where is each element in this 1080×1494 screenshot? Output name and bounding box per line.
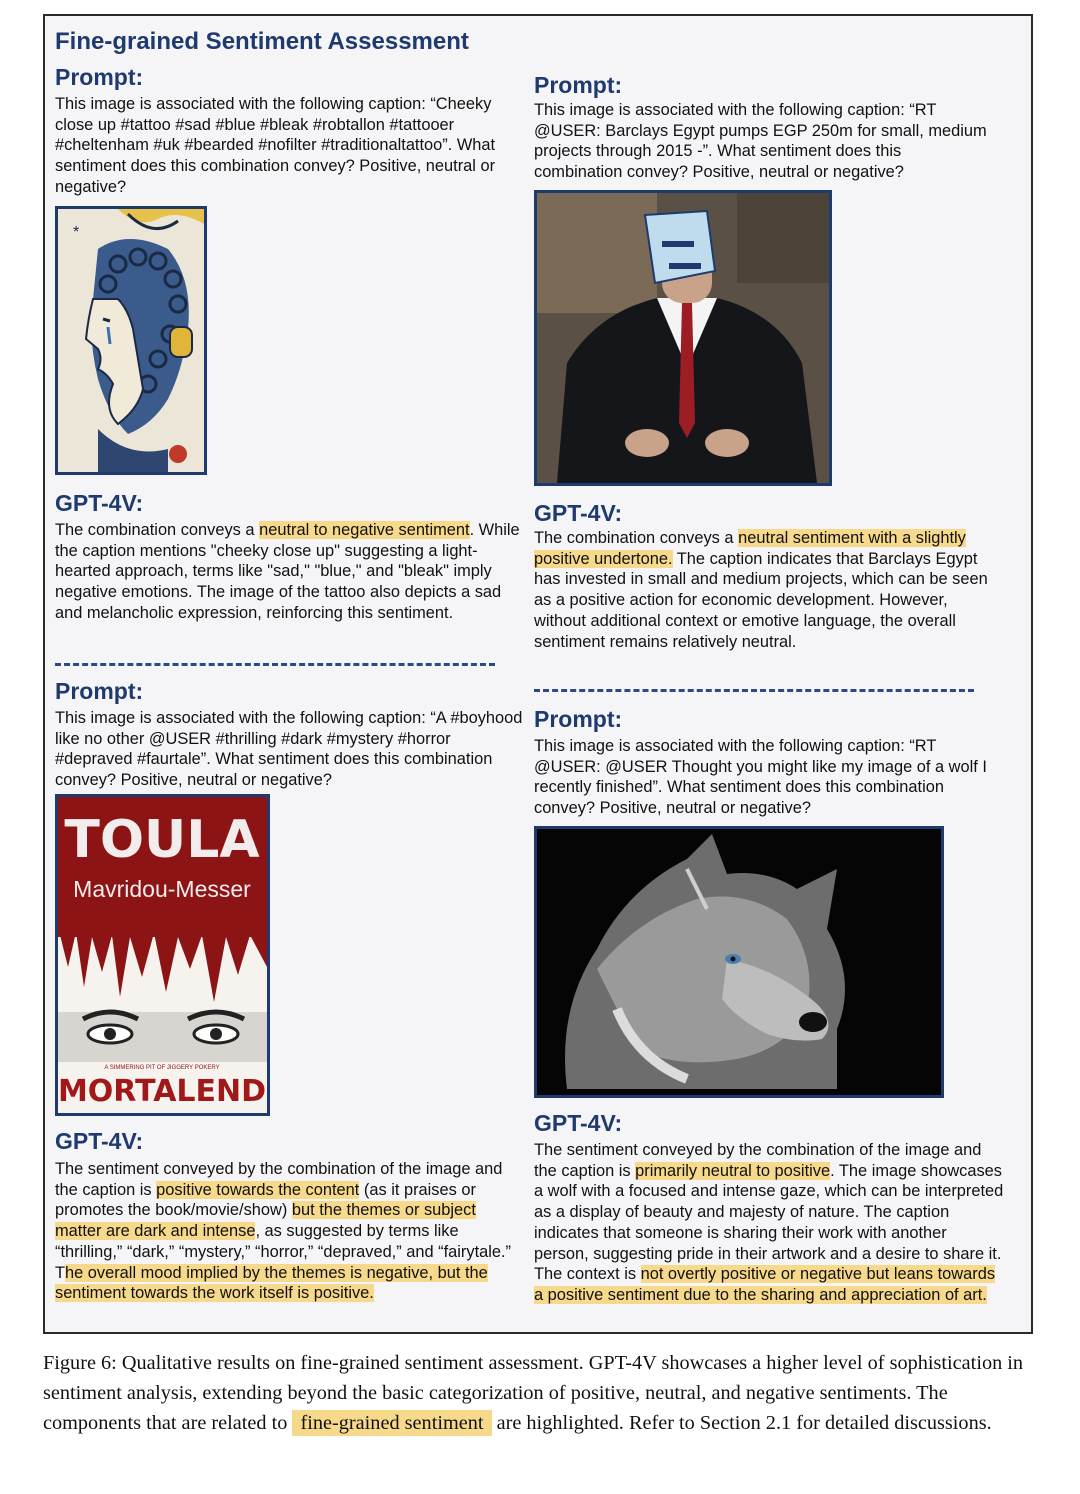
- response-text: [55, 520, 525, 624]
- prompt-text: This image is associated with the following caption: “RT @USER: @USER Thought you might like my image of a wolf I recently finished”. What sentiment does this combination convey? Positive, neutral or negative?: [534, 737, 987, 818]
- highlighted-phrase: he overall mood implied by the themes is negative, but the sentiment towards the work itself is positive.: [55, 1263, 488, 1303]
- response-heading: GPT-4V:: [534, 500, 623, 526]
- cover-author: Mavridou-Messer: [73, 876, 251, 902]
- response-segment: The combination conveys a: [534, 529, 739, 547]
- response-text: [534, 528, 994, 652]
- response-segment: , as suggested by terms like “thrilling,” “dark,” “mystery,” “horror,” “depraved,” and “fairytale.” T: [55, 1222, 512, 1282]
- prompt-text: This image is associated with the following caption: “Cheeky close up #tattoo #sad #blue #bleak #robtallon #tattooer #cheltenham #uk #bearded #nofilter #traditionaltattoo”. What sentiment does this combination convey? Positive, neutral or negative?: [55, 95, 496, 196]
- figure-caption: [43, 1348, 1043, 1438]
- response-segment: (as it praises or promotes the book/movie/show): [55, 1180, 476, 1220]
- panel-title: Fine-grained Sentiment Assessment: [55, 28, 469, 55]
- response-segment: . The image showcases a wolf with a focused and intense gaze, which can be interpreted as a display of beauty and majesty of nature. The caption indicates that someone is sharing their work with another person, suggesting pride in their artwork and a desire to share it. The context is: [534, 1161, 1004, 1284]
- caption-text-end: are highlighted. Refer to Section 2.1 for detailed discussions.: [491, 1412, 992, 1434]
- response-segment: . While the caption mentions "cheeky close up" suggesting a light-hearted approach, terms like "sad," "blue," and "bleak" imply negative emotions. The image of the tattoo also depicts a sad and melancholic expression, reinforcing this sentiment.: [55, 521, 520, 622]
- response-heading: GPT-4V:: [55, 1128, 144, 1154]
- highlighted-phrase: neutral to negative sentiment: [259, 521, 470, 539]
- response-segment: The caption indicates that Barclays Egypt has invested in small and medium projects, which can be seen as a positive action for economic development. However, without additional context or emotive language, the overall sentiment remains relatively neutral.: [534, 549, 988, 651]
- response-text: [55, 1159, 525, 1304]
- svg-text:*: *: [73, 224, 80, 241]
- cover-book-title: MORTALEND: [58, 1074, 267, 1109]
- caption-highlight: fine-grained sentiment: [292, 1410, 491, 1436]
- caption-text: Figure 6: Qualitative results on fine-grained sentiment assessment. GPT-4V showcases a higher level of sophistication in sentiment analysis, extending beyond the basic categorization of positive, neutral, and negative sentiments. The components that are related to: [43, 1352, 1024, 1434]
- prompt-heading: Prompt:: [55, 678, 144, 704]
- response-segment: The sentiment conveyed by the combination of the image and the caption is: [55, 1160, 503, 1199]
- prompt-text: This image is associated with the following caption: “A #boyhood like no other @USER #thrilling #dark #mystery #horror #depraved #faurtale”. What sentiment does this combination convey? Positive, neutral or negative?: [55, 709, 523, 790]
- wolf-image: [534, 826, 944, 1098]
- prompt-heading: Prompt:: [534, 706, 623, 732]
- highlighted-phrase: primarily neutral to positive: [635, 1161, 831, 1180]
- separator: [534, 689, 974, 692]
- response-segment: The combination conveys a: [55, 521, 260, 539]
- highlighted-phrase: not overtly positive or negative but leans towards a positive sentiment due to the sharing and appreciation of art.: [534, 1265, 996, 1304]
- prompt-heading: Prompt:: [55, 64, 144, 90]
- tattoo-image: [55, 206, 207, 475]
- cover-tagline: A SIMMERING PIT OF JIGGERY POKERY: [104, 1065, 220, 1071]
- book-cover-image: [55, 794, 270, 1116]
- response-segment: The sentiment conveyed by the combination of the image and the caption is: [534, 1141, 982, 1180]
- highlighted-phrase: but the themes or subject matter are dark and intense: [55, 1201, 476, 1241]
- response-heading: GPT-4V:: [534, 1110, 623, 1136]
- cover-title: TOULA: [64, 810, 260, 870]
- response-text: [534, 1140, 1004, 1306]
- businessman-image: [534, 190, 832, 486]
- highlighted-phrase: neutral sentiment with a slightly positive undertone.: [534, 529, 966, 568]
- separator: [55, 663, 495, 666]
- prompt-heading: Prompt:: [534, 72, 623, 98]
- response-heading: GPT-4V:: [55, 490, 144, 516]
- figure-panel: [43, 14, 1033, 1334]
- prompt-text: This image is associated with the following caption: “RT @USER: Barclays Egypt pumps EGP 250m for small, medium projects through 2015 -”. What sentiment does this combination convey? Positive, neutral or negative?: [534, 101, 987, 182]
- highlighted-phrase: positive towards the content: [156, 1180, 360, 1199]
